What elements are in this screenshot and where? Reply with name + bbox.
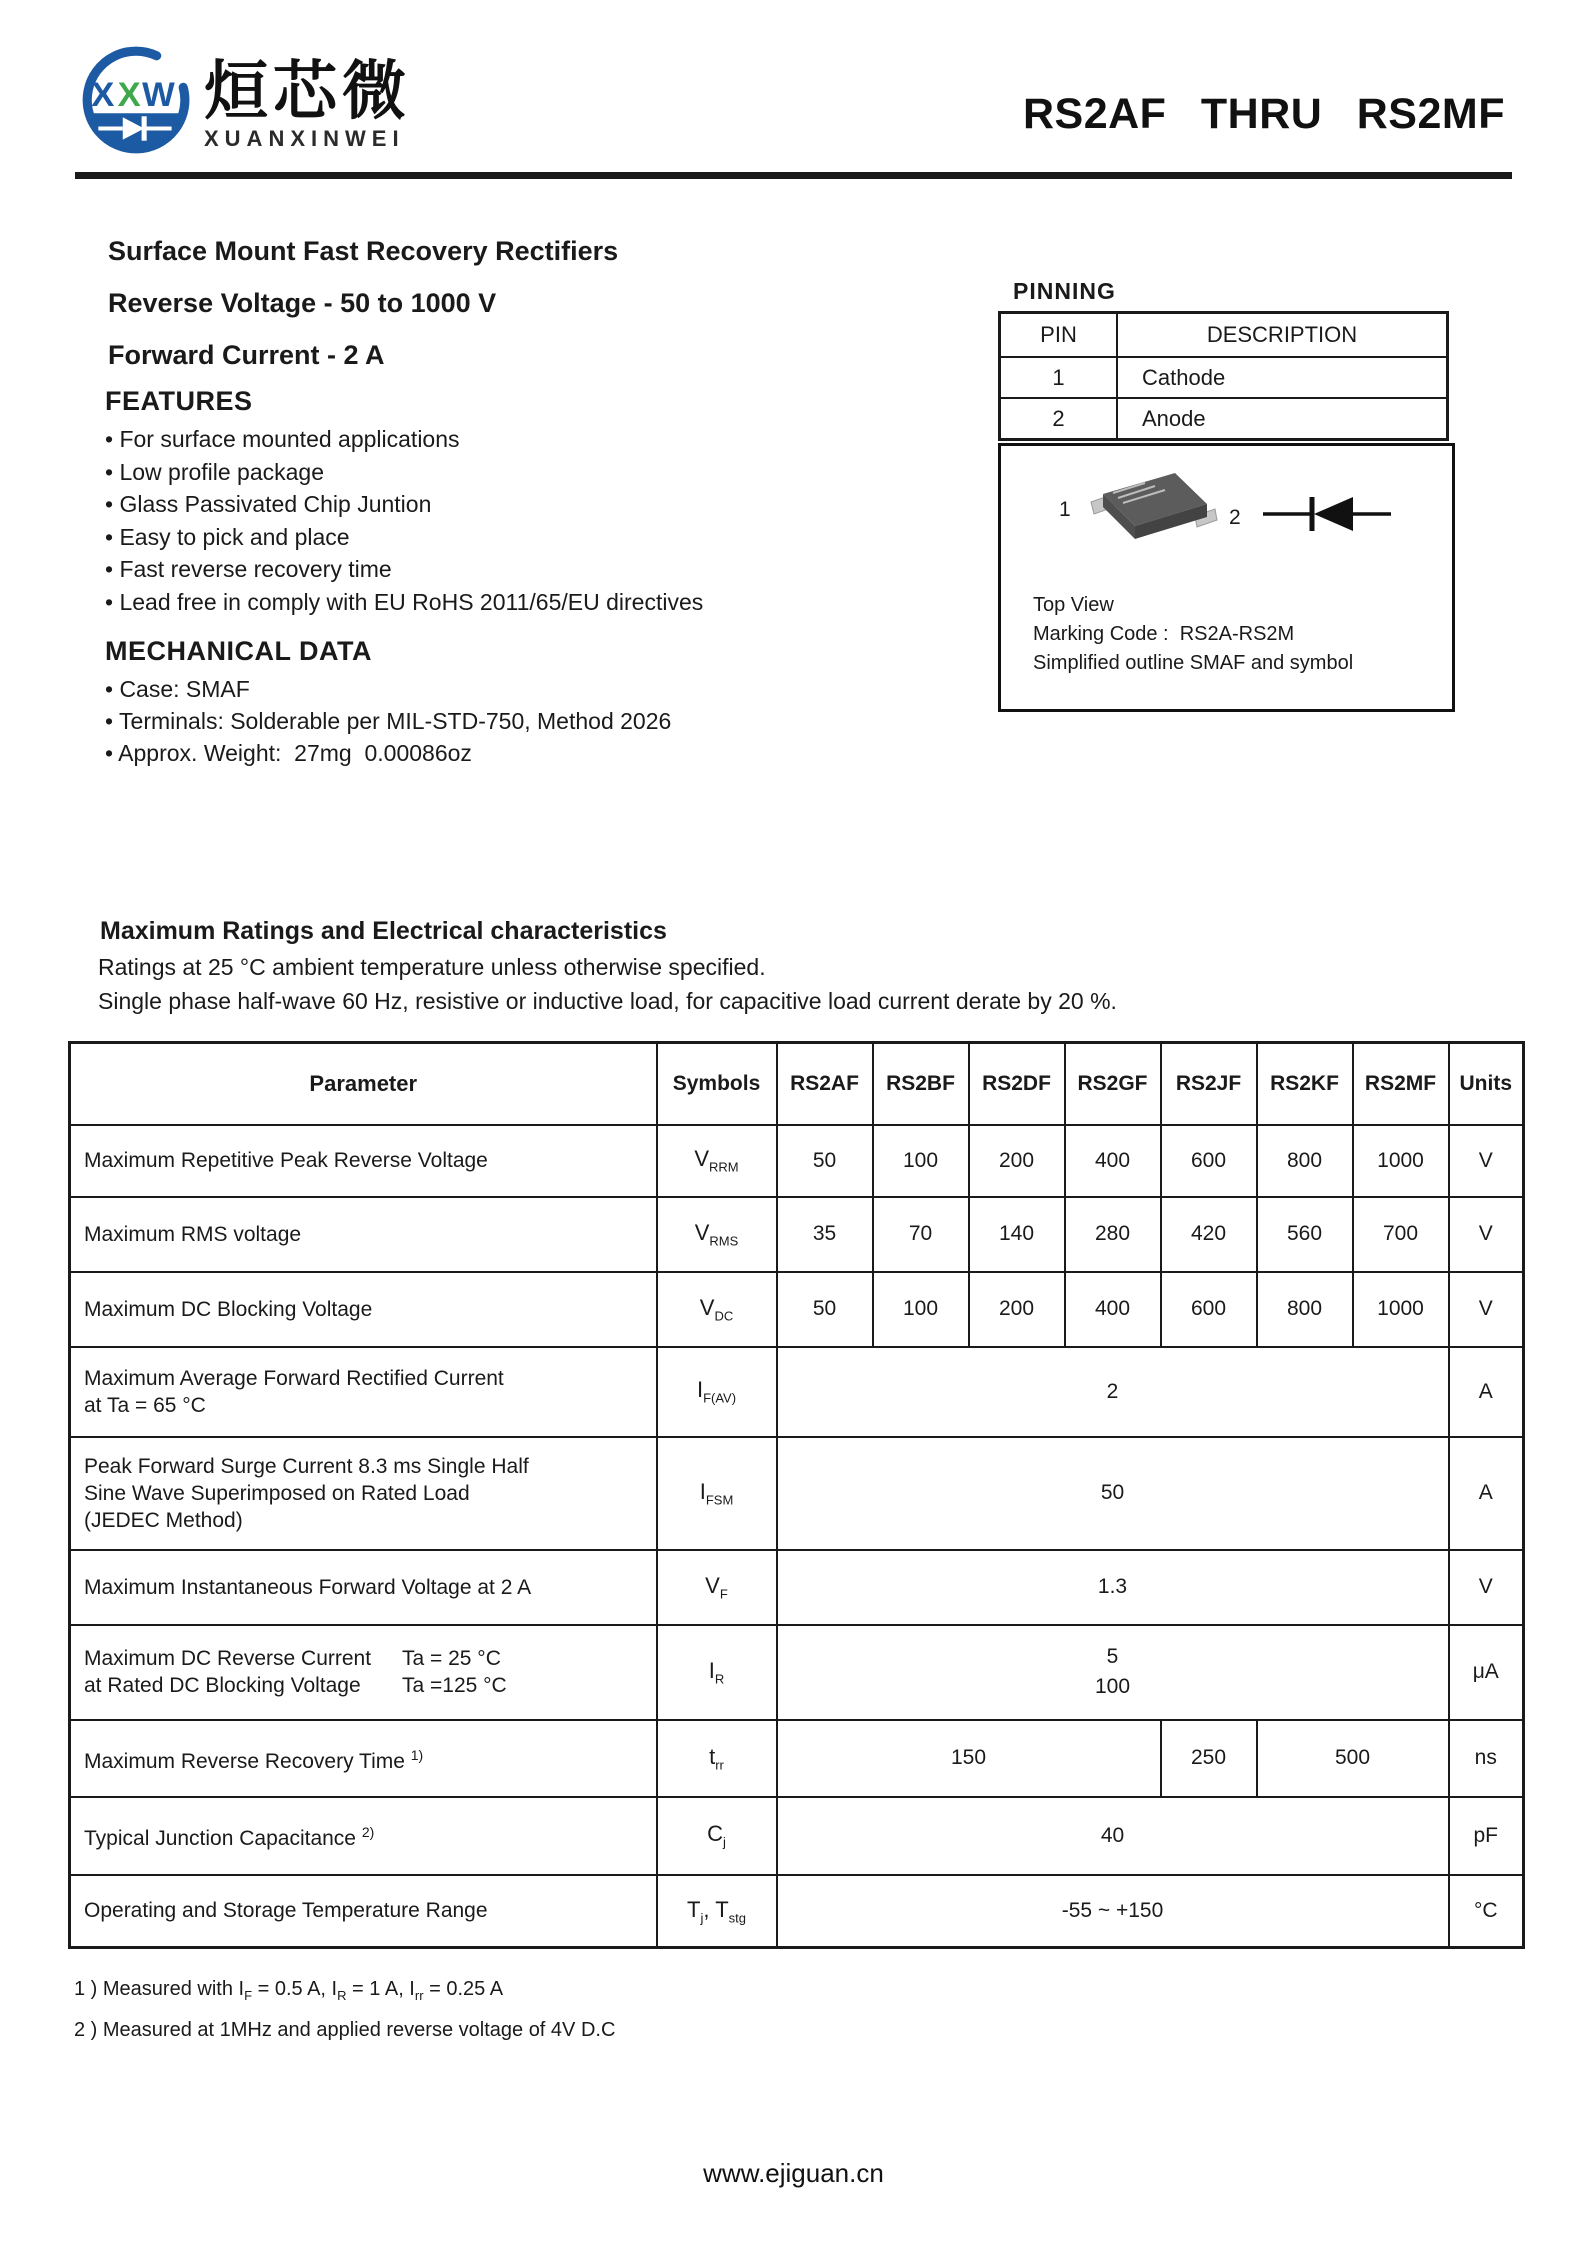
value-cell: 1.3	[777, 1550, 1449, 1625]
table-row-ifsm	[70, 1437, 1524, 1550]
package-outline-box	[998, 443, 1455, 712]
summary-line-forward-current: Forward Current - 2 A	[108, 340, 385, 370]
unit-cell: V	[1449, 1125, 1524, 1197]
footnote-1: 1 ) Measured with $I_F = 0.5$ A, $I_R = 1$ A, $I_{rr} = 0.25$ A	[74, 1978, 504, 2003]
table-row-tstg	[70, 1875, 1524, 1948]
pinning-header-row	[1000, 313, 1448, 358]
value-cell: 100	[873, 1125, 969, 1197]
mechanical-item: • Approx. Weight: 27mg 0.00086oz	[105, 740, 472, 766]
device-column-header: RS2KF	[1257, 1043, 1353, 1125]
parameter-cell: Maximum Reverse Recovery Time $^{1)}$	[70, 1720, 657, 1797]
pin-column-header: PIN	[1000, 313, 1118, 358]
symbol-cell: $V_{DC}$	[657, 1272, 777, 1347]
footnotes	[74, 1972, 615, 2047]
device-column-header: RS2MF	[1353, 1043, 1449, 1125]
symbol-cell: $C_j$	[657, 1797, 777, 1875]
value-cell: 5 100	[777, 1625, 1449, 1720]
value-cell: 200	[969, 1125, 1065, 1197]
ratings-note-ambient: Ratings at 25 °C ambient temperature unless otherwise specified.	[98, 954, 766, 980]
symbol-cell: $V_F$	[657, 1550, 777, 1625]
diode-symbol-icon	[1263, 492, 1391, 536]
feature-item: • Low profile package	[105, 458, 325, 485]
value-cell: 70	[873, 1197, 969, 1272]
footnote-2: 2 ) Measured at 1MHz and applied reverse voltage of 4V D.C	[74, 2019, 616, 2041]
pin-number: 1	[1000, 357, 1118, 398]
parameter-cell: Peak Forward Surge Current 8.3 ms Single Half Sine Wave Superimposed on Rated Load (JEDEC Method)	[70, 1437, 657, 1550]
table-row-vrms	[70, 1197, 1524, 1272]
table-row-ifav	[70, 1347, 1524, 1437]
table-row-vdc	[70, 1272, 1524, 1347]
parameter-cell: Maximum Instantaneous Forward Voltage at 2 A	[70, 1550, 657, 1625]
pinning-row	[1000, 398, 1448, 440]
parameter-column-header: Parameter	[70, 1043, 657, 1125]
value-cell: 700	[1353, 1197, 1449, 1272]
device-column-header: RS2GF	[1065, 1043, 1161, 1125]
pin-description: Cathode	[1117, 357, 1448, 398]
unit-cell: pF	[1449, 1797, 1524, 1875]
features-section	[105, 386, 703, 618]
package-caption-outline: Simplified outline SMAF and symbol	[1033, 652, 1354, 674]
unit-cell: A	[1449, 1437, 1524, 1550]
ratings-table	[68, 1041, 1525, 1949]
unit-cell: V	[1449, 1550, 1524, 1625]
value-cell: 140	[969, 1197, 1065, 1272]
units-column-header: Units	[1449, 1043, 1524, 1125]
parameter-cell: Maximum RMS voltage	[70, 1197, 657, 1272]
feature-item: • Lead free in comply with EU RoHS 2011/65/EU directives	[105, 588, 704, 615]
value-cell: 600	[1161, 1125, 1257, 1197]
parameter-cell: Maximum Repetitive Peak Reverse Voltage	[70, 1125, 657, 1197]
value-cell: 600	[1161, 1272, 1257, 1347]
package-pin1-label: 1	[1059, 498, 1071, 521]
parameter-cell: Operating and Storage Temperature Range	[70, 1875, 657, 1948]
value-cell: 200	[969, 1272, 1065, 1347]
value-cell: 1000	[1353, 1125, 1449, 1197]
device-column-header: RS2BF	[873, 1043, 969, 1125]
logo-letter-x2: X	[117, 76, 141, 115]
package-caption-marking-code: Marking Code : RS2A-RS2M	[1033, 623, 1295, 645]
value-cell: 2	[777, 1347, 1449, 1437]
unit-cell: ns	[1449, 1720, 1524, 1797]
value-cell: 250	[1161, 1720, 1257, 1797]
pinning-row	[1000, 357, 1448, 398]
ratings-header-row	[70, 1043, 1524, 1125]
mechanical-data-section	[105, 636, 671, 769]
value-cell: 1000	[1353, 1272, 1449, 1347]
ratings-section-heading: Maximum Ratings and Electrical characteristics	[100, 917, 667, 945]
value-cell: 50	[777, 1437, 1449, 1550]
symbol-cell: $I_{FSM}$	[657, 1437, 777, 1550]
unit-cell: V	[1449, 1272, 1524, 1347]
value-cell: 50	[777, 1125, 873, 1197]
page-title: RS2AF THRU RS2MF	[1022, 90, 1505, 138]
parameter-cell: Typical Junction Capacitance $^{2)}$	[70, 1797, 657, 1875]
symbol-cell: $t_{rr}$	[657, 1720, 777, 1797]
unit-cell: A	[1449, 1347, 1524, 1437]
device-column-header: RS2DF	[969, 1043, 1065, 1125]
logo-emblem-icon	[78, 42, 194, 158]
logo-letter-w: W	[142, 76, 175, 115]
product-summary	[108, 236, 618, 392]
pinning-table	[998, 311, 1449, 441]
feature-item: • Easy to pick and place	[105, 523, 350, 550]
symbol-cell: $V_{RRM}$	[657, 1125, 777, 1197]
mechanical-heading: MECHANICAL DATA	[105, 636, 372, 666]
value-cell: 400	[1065, 1125, 1161, 1197]
summary-line-reverse-voltage: Reverse Voltage - 50 to 1000 V	[108, 288, 497, 318]
table-row-ir	[70, 1625, 1524, 1720]
mechanical-item: • Terminals: Solderable per MIL-STD-750, Method 2026	[105, 708, 672, 734]
mechanical-item: • Case: SMAF	[105, 676, 250, 702]
pin-number: 2	[1000, 398, 1118, 440]
value-cell: 100	[873, 1272, 969, 1347]
value-cell: 35	[777, 1197, 873, 1272]
unit-cell: μA	[1449, 1625, 1524, 1720]
value-cell: 420	[1161, 1197, 1257, 1272]
symbol-cell: $T_j$, $T_{stg}$	[657, 1875, 777, 1948]
feature-item: • For surface mounted applications	[105, 426, 460, 452]
package-pin2-label: 2	[1229, 506, 1241, 529]
unit-cell: V	[1449, 1197, 1524, 1272]
value-cell: 40	[777, 1797, 1449, 1875]
pinning-heading: PINNING	[1013, 278, 1116, 304]
company-logo	[78, 42, 411, 158]
device-column-header: RS2AF	[777, 1043, 873, 1125]
website-url: www.ejiguan.cn	[703, 2158, 884, 2188]
value-cell: 280	[1065, 1197, 1161, 1272]
parameter-cell: Maximum DC Blocking Voltage	[70, 1272, 657, 1347]
value-cell: 400	[1065, 1272, 1161, 1347]
value-cell: 50	[777, 1272, 873, 1347]
feature-item: • Glass Passivated Chip Juntion	[105, 491, 432, 517]
symbol-cell: $I_{F(AV)}$	[657, 1347, 777, 1437]
table-row-cj	[70, 1797, 1524, 1875]
package-caption-top-view: Top View	[1033, 594, 1114, 616]
summary-line-type: Surface Mount Fast Recovery Rectifiers	[108, 236, 619, 266]
header-rule	[75, 172, 1512, 179]
table-row-vf	[70, 1550, 1524, 1625]
value-cell: 560	[1257, 1197, 1353, 1272]
logo-text	[204, 42, 411, 152]
ratings-note-load: Single phase half-wave 60 Hz, resistive or inductive load, for capacitive load current derate by 20 %.	[98, 988, 1117, 1014]
value-cell: 800	[1257, 1125, 1353, 1197]
pin-description: Anode	[1117, 398, 1448, 440]
parameter-cell: Maximum DC Reverse Current Ta = 25 °C at Rated DC Blocking Voltage Ta =125 °C	[70, 1625, 657, 1720]
value-cell: -55 ~ +150	[777, 1875, 1449, 1948]
table-row-trr	[70, 1720, 1524, 1797]
features-heading: FEATURES	[105, 386, 253, 416]
value-cell: 800	[1257, 1272, 1353, 1347]
table-row-vrrm	[70, 1125, 1524, 1197]
symbols-column-header: Symbols	[657, 1043, 777, 1125]
logo-letter-x1: X	[91, 76, 115, 115]
symbol-cell: $I_R$	[657, 1625, 777, 1720]
description-column-header: DESCRIPTION	[1117, 313, 1448, 358]
value-cell: 500	[1257, 1720, 1449, 1797]
smaf-package-icon	[1083, 464, 1221, 564]
unit-cell: °C	[1449, 1875, 1524, 1948]
parameter-cell: Maximum Average Forward Rectified Current at Ta = 65 °C	[70, 1347, 657, 1437]
logo-chinese-name: 烜芯微	[204, 55, 411, 127]
value-cell: 150	[777, 1720, 1161, 1797]
logo-roman-name: XUANXINWEI	[204, 126, 405, 152]
device-column-header: RS2JF	[1161, 1043, 1257, 1125]
symbol-cell: $V_{RMS}$	[657, 1197, 777, 1272]
feature-item: • Fast reverse recovery time	[105, 556, 392, 582]
